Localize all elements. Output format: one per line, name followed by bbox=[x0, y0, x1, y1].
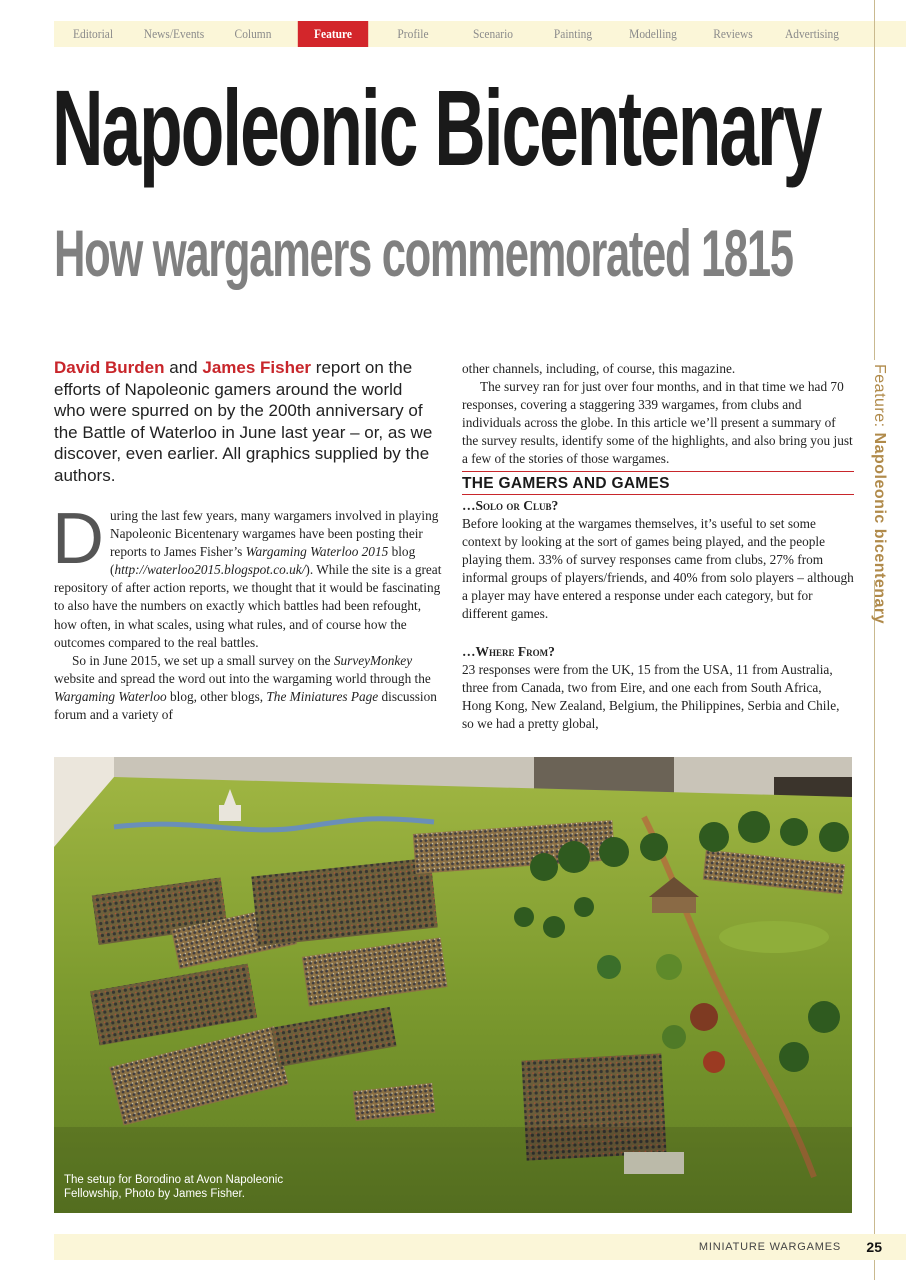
body-paragraph: The survey ran for just over four months, and in that time we had 70 responses, covering a staggering 339 wargames, from clubs and individuals across the globe. In this article we’ll present a summary of the survey results, identify some of the highlights, and also bring you just a few of the stories of those wargames. bbox=[462, 379, 853, 467]
body-text: blog, other blogs, bbox=[166, 688, 267, 704]
body-text: blog ( bbox=[110, 544, 416, 578]
battlefield-illustration bbox=[54, 757, 852, 1213]
nav-item-profile[interactable]: Profile bbox=[397, 26, 429, 41]
body-text: So in June 2015, we set up a small survey on the bbox=[72, 652, 334, 668]
page-number: 25 bbox=[866, 1239, 882, 1255]
side-section-label bbox=[868, 360, 888, 625]
drop-cap: D bbox=[52, 499, 104, 579]
page-footer bbox=[54, 1234, 906, 1260]
article-column-right bbox=[462, 360, 854, 734]
magazine-name: MINIATURE WARGAMES bbox=[698, 1241, 841, 1253]
body-paragraph bbox=[52, 499, 447, 652]
nav-item-scenario[interactable]: Scenario bbox=[472, 26, 514, 41]
body-text: website and spread the word out into the wargaming world through the bbox=[54, 670, 431, 686]
blog-name: Wargaming Waterloo bbox=[54, 688, 167, 704]
nav-item-painting[interactable]: Painting bbox=[553, 26, 593, 41]
page-subtitle: How wargamers commemorated 1815 bbox=[54, 216, 793, 290]
nav-item-column[interactable]: Column bbox=[234, 26, 272, 41]
nav-item-editorial[interactable]: Editorial bbox=[72, 26, 114, 41]
article-column-left bbox=[52, 499, 447, 724]
body-text: ). While the site is a great repository of after action reports, we thought that it would be fascinating to also have the numbers on exactly which battles had been refought, how often, in what scales, using what rules, and of course how the outcomes compared to the real battles. bbox=[54, 562, 442, 650]
nav-item-reviews[interactable]: Reviews bbox=[713, 26, 753, 41]
side-label-topic: Napoleonic bicentenary bbox=[871, 432, 888, 625]
side-label-section: Feature: bbox=[871, 364, 888, 428]
section-nav bbox=[54, 21, 906, 47]
page-edge-rule bbox=[874, 0, 875, 1280]
subsection-heading: …Solo or Club? bbox=[462, 497, 559, 513]
body-paragraph: other channels, including, of course, this magazine. bbox=[462, 361, 736, 376]
standfirst-text: report on the efforts of Napoleonic gamers around the world who were spurred on by the 200th anniversary of the Battle of Waterloo in June last year – or, as we discover, even earlier. All graphics supplied by the authors. bbox=[54, 358, 433, 485]
website-name: SurveyMonkey bbox=[333, 652, 413, 668]
wargame-table-photo bbox=[54, 757, 852, 1213]
body-paragraph: 23 responses were from the UK, 15 from the USA, 11 from Australia, three from Canada, two from Eire, and one each from South Africa, Hong Kong, New Zealand, Belgium, the Philippines, Serbia and Chile, so we had a pretty global, bbox=[462, 662, 840, 732]
photo-caption: The setup for Borodino at Avon Napoleonic Fellowship, Photo by James Fisher. bbox=[64, 1174, 284, 1200]
page-title: Napoleonic Bicentenary bbox=[52, 67, 821, 188]
author-name: David Burden bbox=[54, 358, 165, 377]
body-text: discussion forum and a variety of bbox=[54, 688, 437, 723]
standfirst bbox=[54, 357, 434, 486]
forum-name: The Miniatures Page bbox=[266, 688, 379, 704]
blog-url-link[interactable]: http://waterloo2015.blogspot.co.uk/ bbox=[114, 562, 306, 578]
nav-item-feature[interactable]: Feature bbox=[298, 21, 368, 47]
section-heading: THE GAMERS AND GAMES bbox=[462, 471, 854, 495]
nav-item-modelling[interactable]: Modelling bbox=[629, 26, 677, 41]
body-text: uring the last few years, many wargamers involved in playing Napoleonic Bicentenary wargames have been posting their reports to James Fisher’s bbox=[110, 508, 439, 560]
body-paragraph: Before looking at the wargames themselves, it’s useful to set some context by looking at the sort of games being played, and the people playing them. 33% of survey responses came from clubs, 27% from informal groups of players/friends, and 40% from solo players – although a player may have entered a response under each category, but for different games. bbox=[462, 515, 854, 622]
nav-item-advertising[interactable]: Advertising bbox=[784, 26, 840, 41]
author-name: James Fisher bbox=[202, 358, 312, 377]
standfirst-and: and bbox=[169, 358, 198, 377]
blog-title: Wargaming Waterloo 2015 bbox=[245, 544, 389, 560]
nav-item-news-events[interactable]: News/Events bbox=[143, 26, 205, 41]
body-paragraph bbox=[54, 652, 447, 724]
subsection-heading: …Where From? bbox=[462, 644, 555, 660]
